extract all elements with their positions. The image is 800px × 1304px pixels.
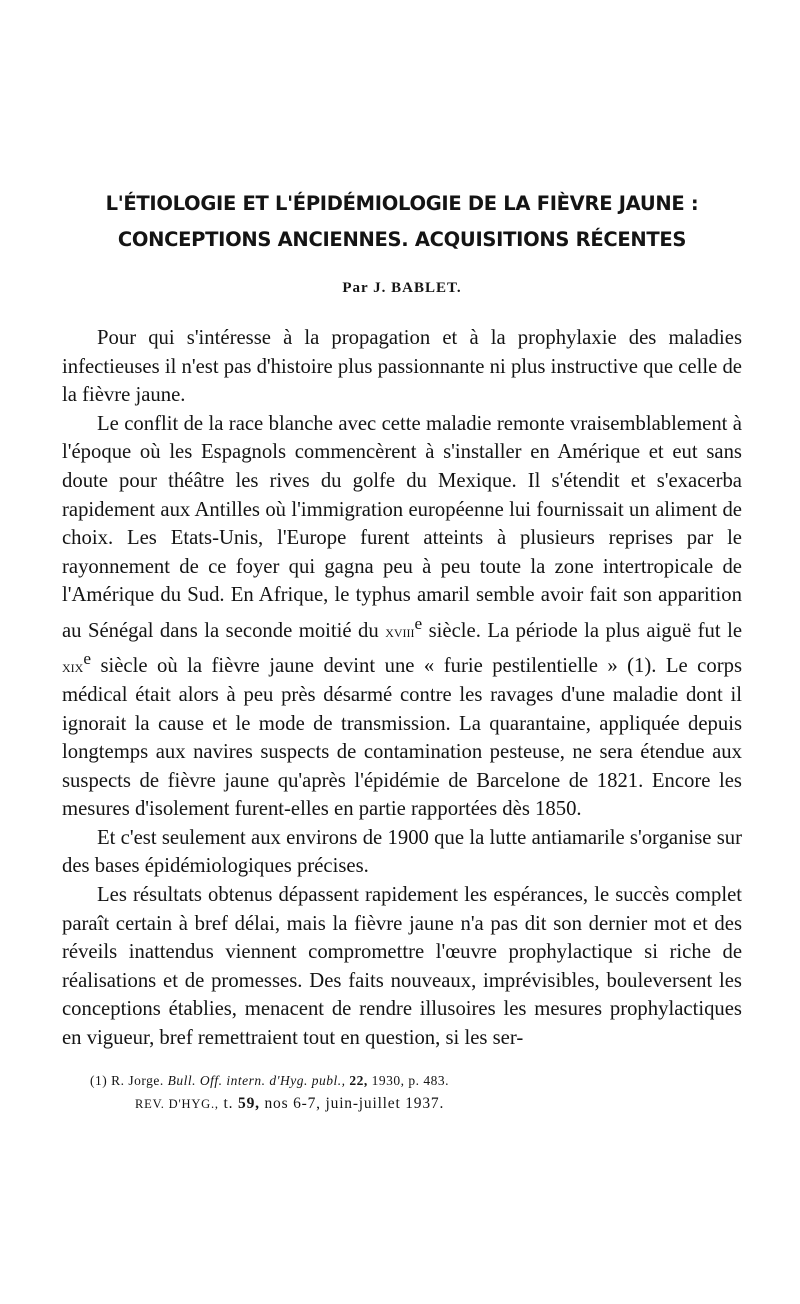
century-superscript-1: e [414,613,423,633]
footnote [62,1073,742,1089]
paragraph-4: Les résultats obtenus dépassent rapidement les espérances, le succès complet paraît certain à bref délai, mais la fièvre jaune n'a pas dit son dernier mot et des réveils inattendus viennent compromettre l'œuvre prophylactique si riche de réalisations et de promesses. Des faits nouveaux, imprévisibles, bouleversent les conceptions établies, menacent de rendre illusoires les mesures prophylactiques en vigueur, bref remettraient tout en question, si les ser- [62,884,742,1050]
title-line-1: L'ÉTIOLOGIE ET L'ÉPIDÉMIOLOGIE DE LA FIÈVRE JAUNE : [105,192,699,215]
century-xix: xix [62,656,84,677]
footnote-mark: (1) [90,1072,108,1088]
paragraph-2-text-a: Le conflit de la race blanche avec cette maladie remonte vraisemblablement à l'époque où les Espagnols commencèrent à s'installer en Amérique et eut sans doute pour théâtre les rives du golfe du Mexique. Il s'étendit et s'exacerba rapidement aux Antilles où l'immigration européenne lui fournissait un aliment de choix. Les Etats-Unis, l'Europe furent atteints à plusieurs reprises par le rayonnement de ce foyer qui gagna peu à peu toute la zone intertropicale de l'Amérique du Sud. En Afrique, le typhus amaril semble avoir fait son apparition au Sénégal dans la seconde moitié du [62,412,742,642]
article-title [62,186,742,258]
footnote-author: R. Jorge. [111,1072,164,1088]
issue-tome-label: t. [223,1094,234,1112]
paragraph-2-text-c: siècle où la fièvre jaune devint une « furie pestilentielle » [91,655,628,678]
footnote-reference: (1) [627,655,652,678]
issue-reference [62,1095,742,1113]
author-byline: Par J. BABLET. [342,280,462,296]
issue-journal: REV. D'HYG., [135,1096,219,1111]
century-xviii: xviii [385,620,415,641]
century-superscript-2: e [83,649,91,669]
paragraph-1: Pour qui s'intéresse à la propagation et à la prophylaxie des maladies infectieuses il n'est pas d'histoire plus passionnante ni plus instructive que celle de la fièvre jaune. [62,327,742,407]
footnote-journal: Bull. Off. intern. d'Hyg. publ., [167,1072,346,1088]
paragraph-2-text-d: . Le corps médical était alors à peu près désarmé contre les ravages d'une maladie dont il ignorait la cause et le mode de transmission. La quarantaine, appliquée depuis longtemps aux navires suspects de contamination pesteuse, ne sera étendue aux suspects de fièvre jaune qu'après l'épidémie de Barcelone de 1821. Encore les mesures d'isolement furent-elles en partie rapportées dès 1850. [62,655,742,821]
issue-numbers-label: nos [264,1094,289,1112]
issue-date: 6-7, juin-juillet 1937. [293,1094,445,1112]
issue-tome-number: 59, [238,1094,260,1112]
paragraph-2 [62,410,742,824]
article-body [62,324,742,1053]
article-page [62,186,742,1113]
footnote-details: 1930, p. 483. [371,1072,450,1088]
title-line-2: CONCEPTIONS ANCIENNES. ACQUISITIONS RÉCENTES [117,228,687,251]
footnote-volume: 22, [349,1072,368,1088]
paragraph-3: Et c'est seulement aux environs de 1900 que la lutte antiamarile s'organise sur des bases épidémiologiques précises. [62,826,742,878]
paragraph-2-text-b: siècle. La période la plus aiguë fut le [422,619,743,642]
